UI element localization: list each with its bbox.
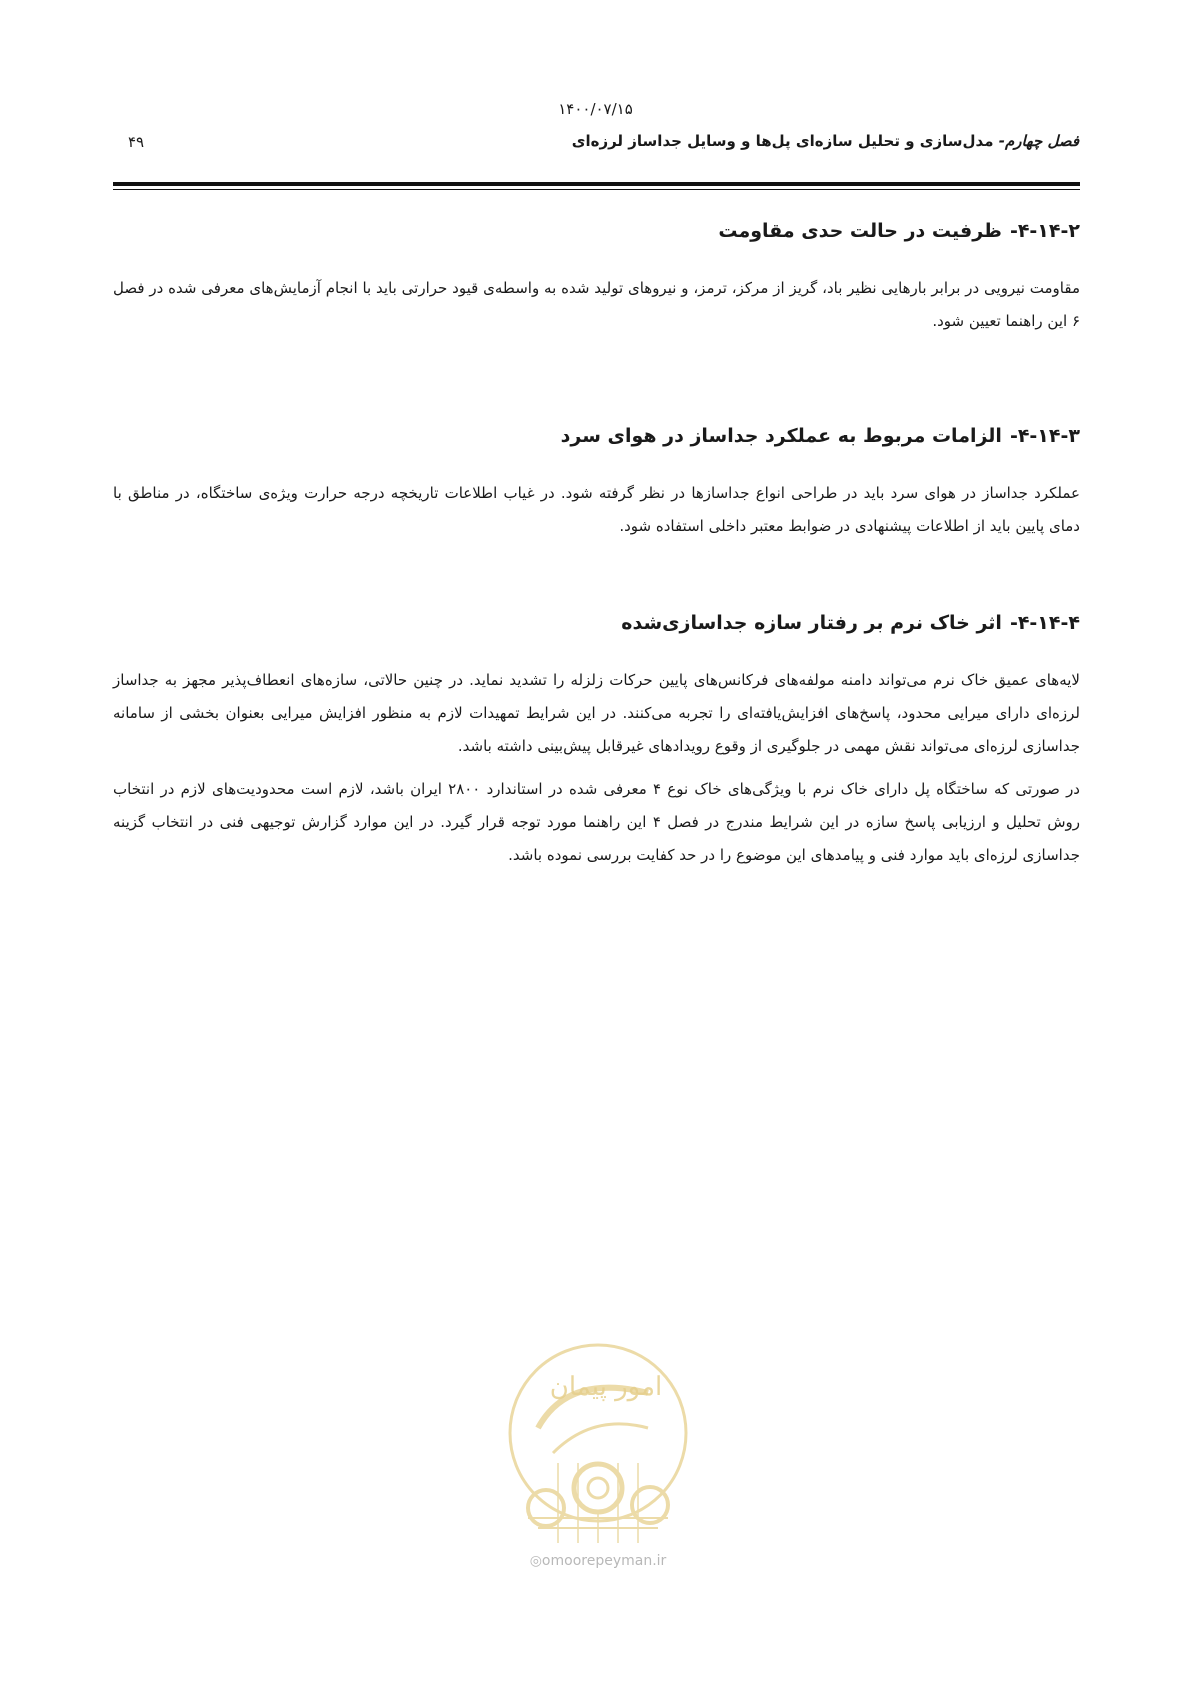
paragraph: عملکرد جداساز در هوای سرد باید در طراحی انواع جداسازها در نظر گرفته شود. در غیاب اطلاعات تاریخچه درجه حرارت ویژه‌ی ساختگاه، در مناطق با دمای پایین باید از اطلاعات پیشنهادی در ضوابط معتبر داخلی استفاده شود. [113,484,1080,535]
chapter-title: مدل‌سازی و تحلیل سازه‌ای پل‌ها و وسایل جداساز لرزه‌ای [571,132,994,150]
section-heading [113,425,1080,447]
section-title: الزامات مربوط به عملکرد جداساز در هوای سرد [560,425,1002,447]
watermark-logo-text: امور پیمان [549,1372,663,1402]
paragraph: در صورتی که ساختگاه پل دارای خاک نرم با ویژگی‌های خاک نوع ۴ معرفی شده در استاندارد ۲۸۰۰ ایران باشد، لازم است محدودیت‌های لازم در انتخاب روش تحلیل و ارزیابی پاسخ سازه در این شرایط مندرج در فصل ۴ این راهنما مورد توجه قرار گیرد. در این موارد گزارش توجیهی فنی در انتخاب گزینه جداسازی لرزه‌ای باید موارد فنی و پیامدهای این موضوع را در حد کفایت بررسی نموده باشد. [113,780,1080,864]
at-icon: ◎ [529,1553,542,1569]
section-title: اثر خاک نرم بر رفتار سازه جداسازی‌شده [621,612,1002,634]
section-soft-soil [113,612,1080,872]
header-chapter-title [572,132,1079,150]
watermark-caption [498,1553,698,1569]
watermark-caption-text: omoorepeyman.ir [541,1553,667,1569]
paragraph: مقاومت نیرویی در برابر بارهایی نظیر باد، گریز از مرکز، ترمز، و نیروهای تولید شده به واسطه‌ی قیود حرارتی باید با انجام آزمایش‌های معرفی شده در فصل ۶ این راهنما تعیین شود. [113,279,1080,330]
section-heading [113,220,1080,242]
header-date: ۱۴۰۰/۰۷/۱۵ [558,100,633,118]
page-number: ۴۹ [128,133,145,151]
section-cold-weather [113,425,1080,543]
header-divider-thin [113,189,1080,190]
section-heading [113,612,1080,634]
section-title: ظرفیت در حالت حدی مقاومت [718,220,1002,242]
section-number: ۴-۱۴-۲- [1009,220,1080,242]
section-number: ۴-۱۴-۴- [1009,612,1080,634]
section-number: ۴-۱۴-۳- [1009,425,1080,447]
chapter-label: فصل چهارم- [998,132,1079,150]
header-divider-thick [113,182,1080,186]
watermark-logo [498,1333,698,1553]
section-strength-limit-state [113,220,1080,338]
paragraph: لایه‌های عمیق خاک نرم می‌تواند دامنه مولفه‌های فرکانس‌های پایین حرکات زلزله را تشدید نماید. در چنین حالاتی، سازه‌های انعطاف‌پذیر مجهز به جداساز لرزه‌ای دارای میرایی محدود، پاسخ‌های افزایش‌یافته‌ای را تجربه می‌کنند. در این شرایط تمهیدات لازم به منظور افزایش میرایی بعنوان بخشی از سامانه جداسازی لرزه‌ای می‌تواند نقش مهمی در جلوگیری از وقوع رویدادهای غیرقابل پیش‌بینی داشته باشد. [113,671,1080,755]
